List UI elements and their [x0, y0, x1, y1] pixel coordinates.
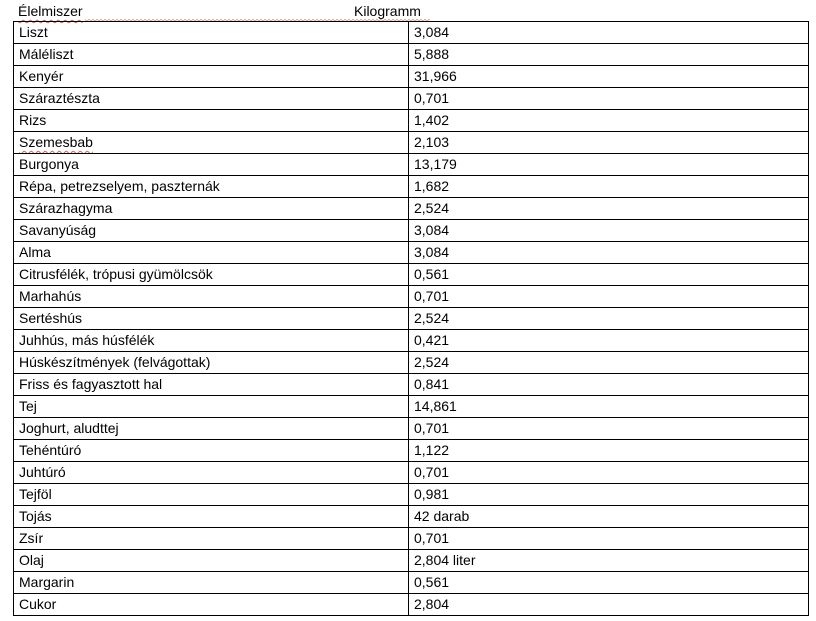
food-cell: Cukor [14, 594, 409, 616]
amount-cell: 2,524 [409, 308, 809, 330]
amount-cell: 0,701 [409, 528, 809, 550]
food-cell: Margarin [14, 572, 409, 594]
amount-cell: 14,861 [409, 396, 809, 418]
food-column-header: Élelmiszer [18, 3, 83, 19]
table-row [14, 88, 809, 110]
food-cell: Marhahús [14, 286, 409, 308]
food-cell: Citrusfélék, trópusi gyümölcsök [14, 264, 409, 286]
table-row [14, 418, 809, 440]
amount-cell: 3,084 [409, 22, 809, 44]
food-cell: Rizs [14, 110, 409, 132]
food-cell: Tojás [14, 506, 409, 528]
table-row [14, 110, 809, 132]
food-cell: Zsír [14, 528, 409, 550]
food-cell: Húskészítmények (felvágottak) [14, 352, 409, 374]
food-cell: Szárazhagyma [14, 198, 409, 220]
table-row [14, 176, 809, 198]
amount-cell: 42 darab [409, 506, 809, 528]
table-row [14, 330, 809, 352]
food-cell: Juhhús, más húsfélék [14, 330, 409, 352]
table-row [14, 572, 809, 594]
amount-cell: 13,179 [409, 154, 809, 176]
table-row [14, 242, 809, 264]
table-row [14, 264, 809, 286]
food-cell: Savanyúság [14, 220, 409, 242]
table-row [14, 594, 809, 616]
food-cell-text: Szemesbab [19, 134, 93, 150]
food-cell: Máléliszt [14, 44, 409, 66]
table-row [14, 154, 809, 176]
food-cell: Alma [14, 242, 409, 264]
table-row [14, 462, 809, 484]
food-cell: Répa, petrezselyem, paszternák [14, 176, 409, 198]
amount-cell: 3,084 [409, 242, 809, 264]
table-row [14, 44, 809, 66]
table-row [14, 22, 809, 44]
table-row [14, 550, 809, 572]
table-row [14, 198, 809, 220]
amount-cell: 2,804 [409, 594, 809, 616]
table-row [14, 66, 809, 88]
table-header [0, 0, 816, 22]
table-row [14, 440, 809, 462]
amount-cell: 3,084 [409, 220, 809, 242]
amount-cell: 0,561 [409, 264, 809, 286]
amount-cell: 2,804 liter [409, 550, 809, 572]
table-row [14, 396, 809, 418]
amount-cell: 0,561 [409, 572, 809, 594]
food-cell: Száraztészta [14, 88, 409, 110]
amount-cell: 5,888 [409, 44, 809, 66]
food-cell: Juhtúró [14, 462, 409, 484]
amount-cell: 0,701 [409, 418, 809, 440]
food-table [13, 21, 809, 616]
food-cell: Joghurt, aludttej [14, 418, 409, 440]
food-cell: Liszt [14, 22, 409, 44]
table-row [14, 528, 809, 550]
amount-cell: 1,122 [409, 440, 809, 462]
table-row [14, 374, 809, 396]
food-cell: Olaj [14, 550, 409, 572]
amount-cell: 31,966 [409, 66, 809, 88]
food-cell: Tej [14, 396, 409, 418]
table-row [14, 506, 809, 528]
table-row [14, 132, 809, 154]
table-row [14, 220, 809, 242]
amount-cell: 2,103 [409, 132, 809, 154]
table-row [14, 286, 809, 308]
food-cell: Burgonya [14, 154, 409, 176]
amount-cell: 0,421 [409, 330, 809, 352]
food-cell: Sertéshús [14, 308, 409, 330]
amount-cell: 1,402 [409, 110, 809, 132]
amount-cell: 0,701 [409, 462, 809, 484]
amount-cell: 0,701 [409, 88, 809, 110]
amount-cell: 0,981 [409, 484, 809, 506]
food-cell [14, 132, 409, 154]
amount-cell: 2,524 [409, 198, 809, 220]
amount-cell: 2,524 [409, 352, 809, 374]
food-cell: Kenyér [14, 66, 409, 88]
weight-column-header: Kilogramm [354, 3, 421, 19]
food-cell: Tejföl [14, 484, 409, 506]
amount-cell: 0,701 [409, 286, 809, 308]
food-cell: Friss és fagyasztott hal [14, 374, 409, 396]
amount-cell: 0,841 [409, 374, 809, 396]
amount-cell: 1,682 [409, 176, 809, 198]
table-row [14, 352, 809, 374]
table-row [14, 308, 809, 330]
table-row [14, 484, 809, 506]
food-cell: Tehéntúró [14, 440, 409, 462]
